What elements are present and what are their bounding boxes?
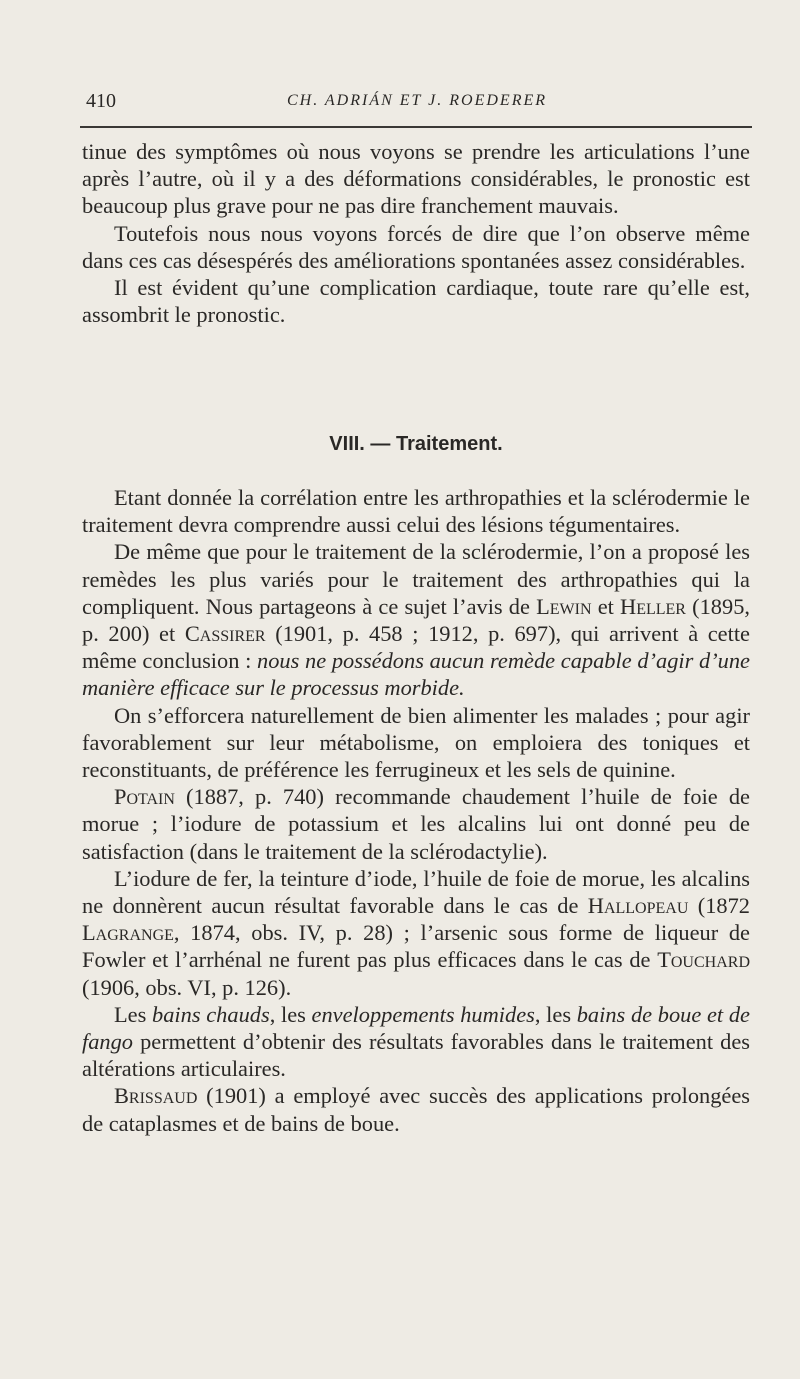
author-potain: Potain xyxy=(114,784,175,810)
paragraph-prognosis-continued: tinue des symptômes où nous voyons se prendre les articulations l’une après l’autre, où il y a des déformations considérables, le pronostic est beaucoup plus grave pour ne pas dire franchement mauvais. xyxy=(82,139,750,219)
paragraph-remedies: De même que pour le traitement de la sclérodermie, l’on a proposé les remèdes les plus variés pour le traitement des arthropathies qui la compliquent. Nous partageons à ce sujet l’avis de Lewin et Heller (1895, p. 200) et Cassirer (1901, p. 458 ; 1912, p. 697), qui arrivent à cette même conclusion : nous ne possédons aucun remède capable d’agir d’une manière efficace sur le processus morbide. xyxy=(82,539,750,701)
body-text-treatment xyxy=(82,484,750,1137)
paragraph-potain: Potain (1887, p. 740) recommande chaudement l’huile de foie de morue ; l’iodure de potassium et les alcalins lui ont donné peu de satisfaction (dans le traitement de la sclérodactylie). xyxy=(82,784,750,864)
running-header xyxy=(86,90,748,120)
italic-bains-chauds: bains chauds xyxy=(152,1001,270,1027)
author-brissaud: Brissaud xyxy=(114,1083,198,1109)
author-cassirer: Cassirer xyxy=(184,621,266,647)
page-number: 410 xyxy=(86,90,116,112)
paragraph-baths: Les bains chauds, les enveloppements humides, les bains de boue et de fango permettent d’obtenir des résultats favorables dans le traitement des altérations articulaires. xyxy=(82,1001,750,1082)
author-heller: Heller xyxy=(620,593,686,619)
author-lewin: Lewin xyxy=(536,593,592,619)
header-rule xyxy=(80,126,752,128)
italic-quote: nous ne possédons aucun remède capable d’agir d’une manière efficace sur le processus morbide. xyxy=(82,648,750,701)
section-heading: VIII. — Traitement. xyxy=(329,433,503,455)
italic-bains-boue: bains de boue et de fango xyxy=(82,1001,750,1055)
paragraph-brissaud: Brissaud (1901) a employé avec succès des applications prolongées de cataplasmes et de bains de boue. xyxy=(82,1083,750,1136)
author-lagrange: Lagrange xyxy=(82,920,174,946)
paragraph-cardiac-complication: Il est évident qu’une complication cardiaque, toute rare qu’elle est, assombrit le pronostic. xyxy=(82,275,750,328)
paragraph-correlation: Etant donnée la corrélation entre les arthropathies et la sclérodermie le traitement devra comprendre aussi celui des lésions tégumentaires. xyxy=(82,485,750,538)
paragraph-iodure: L’iodure de fer, la teinture d’iode, l’huile de foie de morue, les alcalins ne donnèrent aucun résultat favorable dans le cas de Hallopeau (1872 Lagrange, 1874, obs. IV, p. 28) ; l’arsenic sous forme de liqueur de Fowler et l’arrhénal ne furent pas plus efficaces dans le cas de Touchard (1906, obs. VI, p. 126). xyxy=(82,865,750,1000)
author-touchard: Touchard xyxy=(657,947,750,973)
paragraph-spontaneous-improvement: Toutefois nous nous voyons forcés de dire que l’on observe même dans ces cas désespérés des améliorations spontanées assez considérables. xyxy=(82,220,750,273)
body-text-top xyxy=(82,138,750,328)
italic-enveloppements: enveloppements humides xyxy=(311,1001,535,1027)
author-hallopeau: Hallopeau xyxy=(587,893,689,919)
running-head-authors: CH. ADRIÁN ET J. ROEDERER xyxy=(286,92,548,109)
paragraph-nutrition: On s’efforcera naturellement de bien alimenter les malades ; pour agir favorablement sur leur métabolisme, on emploiera des toniques et reconstituants, de préférence les ferrugineux et les sels de quinine. xyxy=(82,702,750,783)
